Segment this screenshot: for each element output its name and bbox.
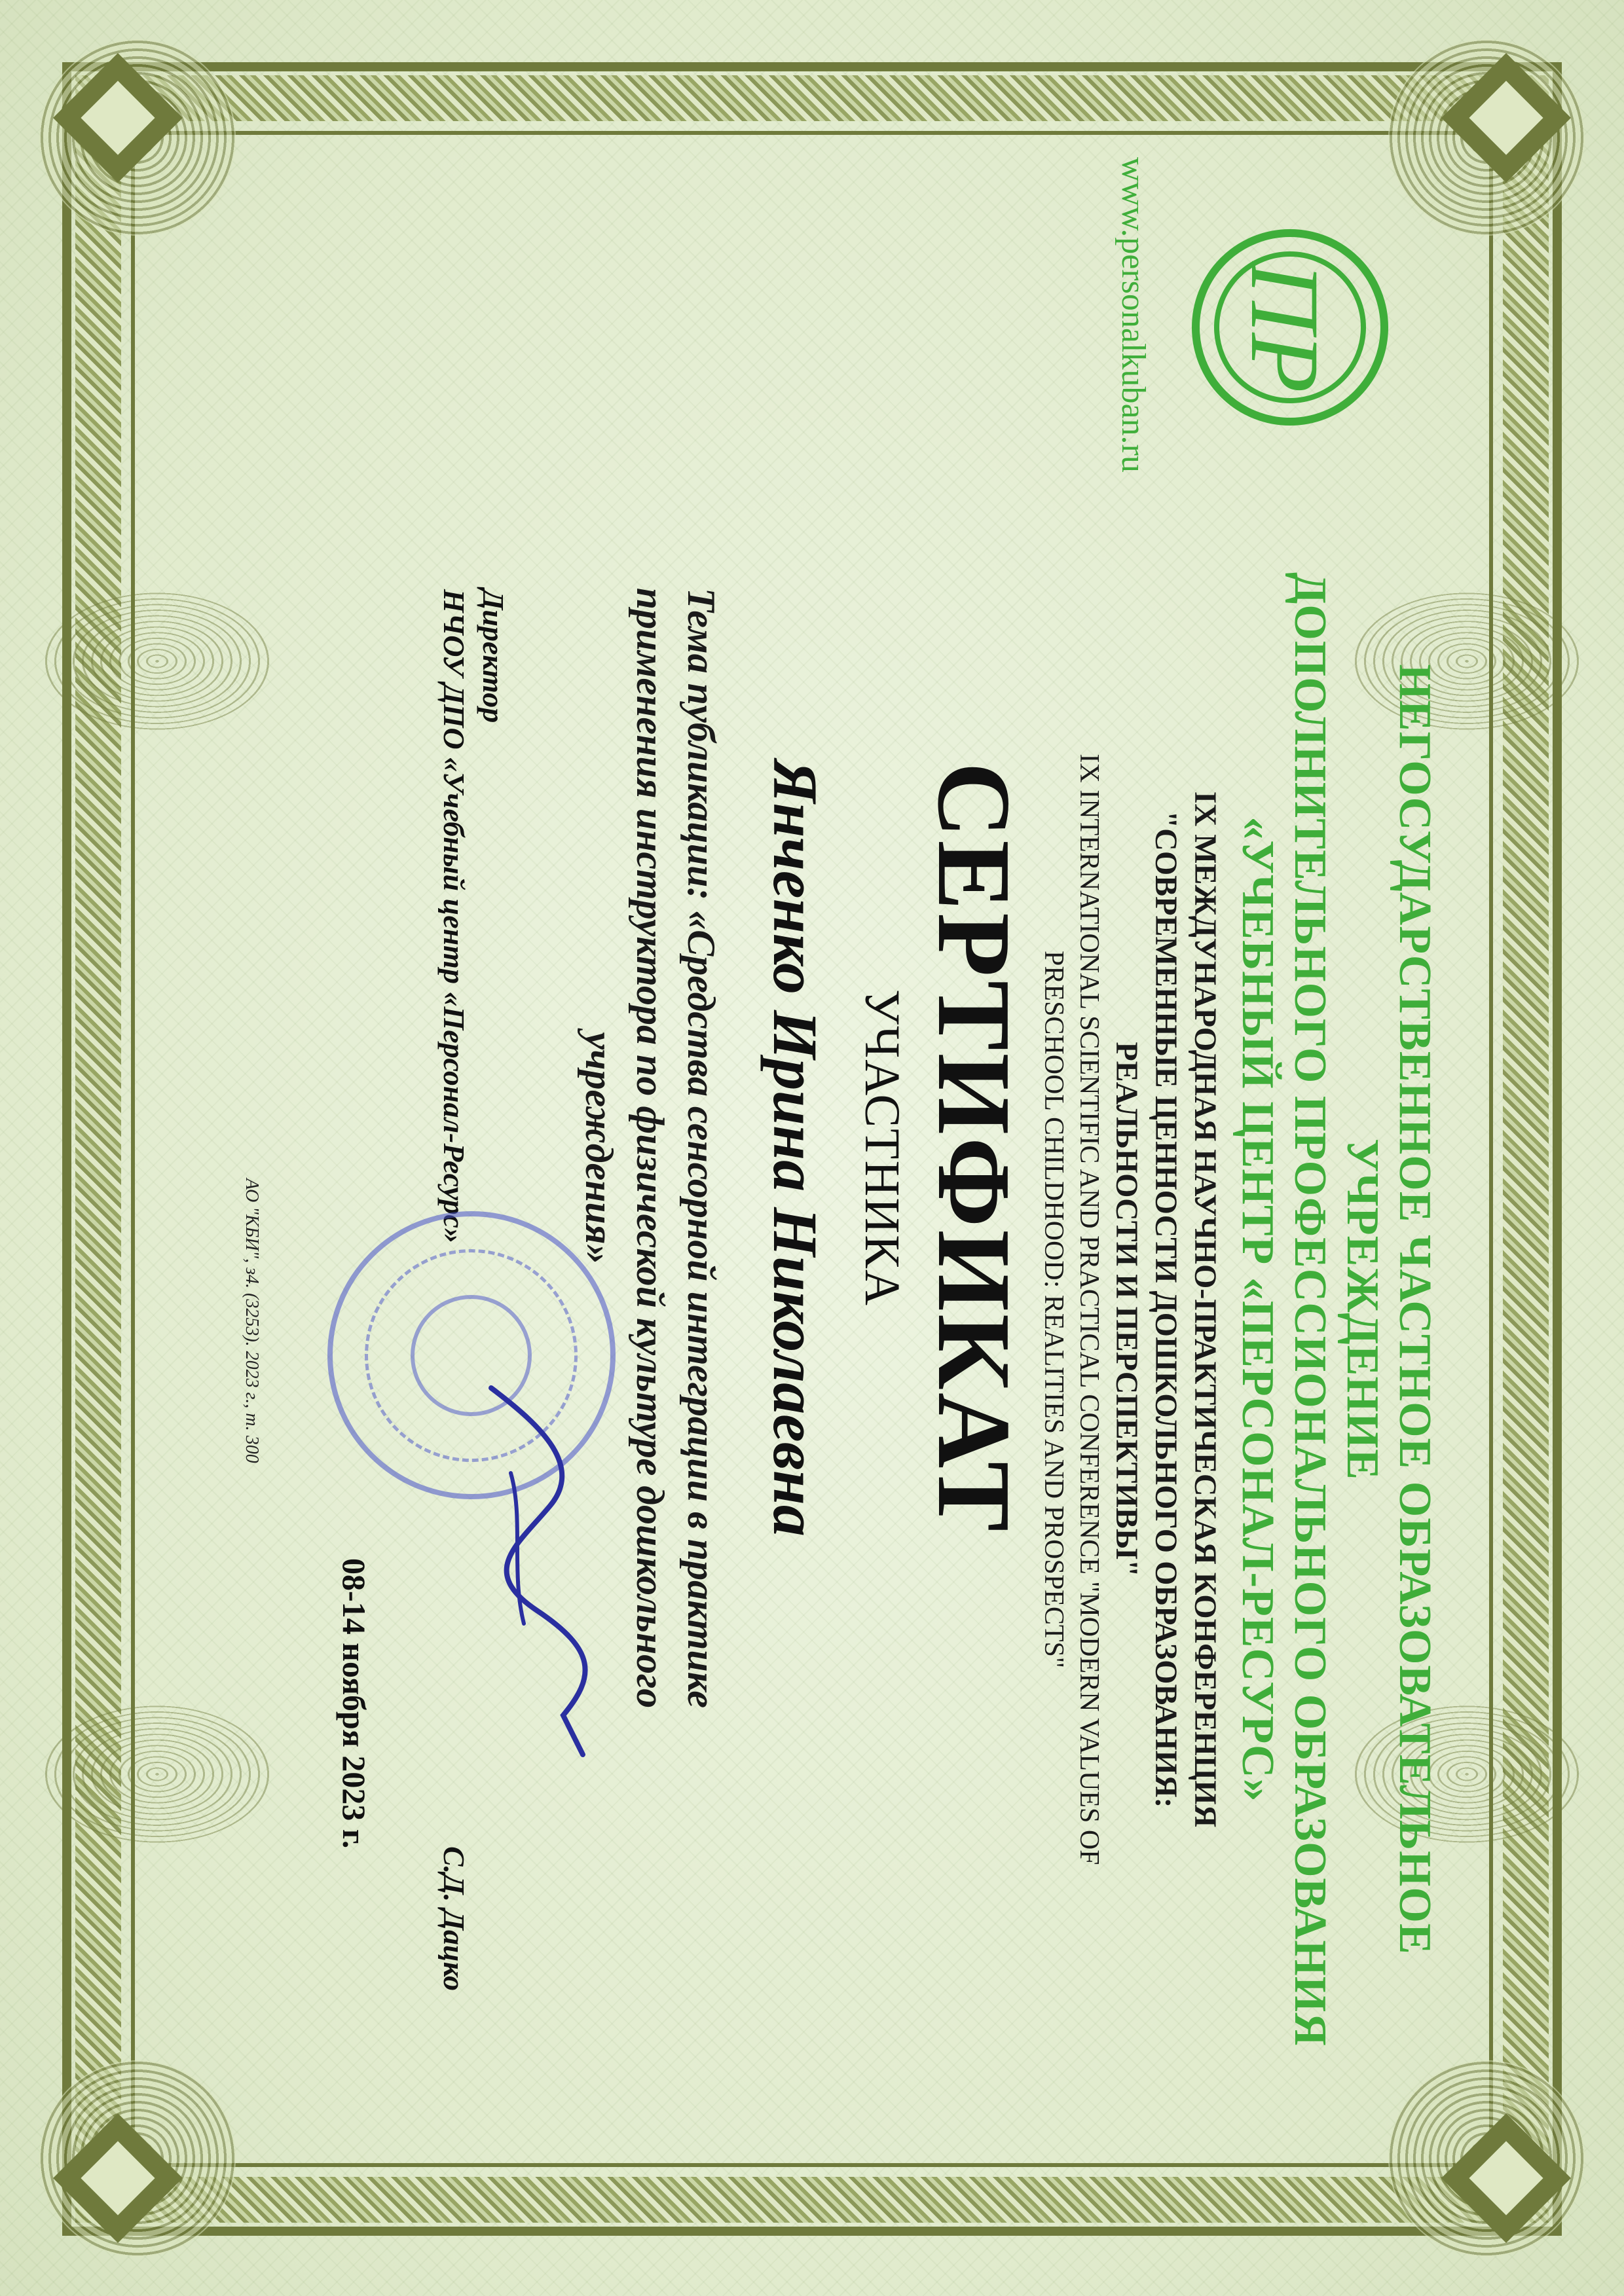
print-info: АО "КБИ", з4. (3253). 2023 г., т. 300: [242, 1178, 262, 1463]
director-organization: НЧОУ ДПО «Учебный центр «Персонал-Ресурс»: [437, 589, 471, 1243]
organization-line: «УЧЕБНЫЙ ЦЕНТР «ПЕРСОНАЛ-РЕСУРС»: [1232, 816, 1283, 1802]
participant-name: Янченко Ирина Николаевна: [760, 759, 830, 1537]
website-url: www.personalkuban.ru: [1115, 157, 1152, 473]
director-name: С.Д. Дацко: [437, 1846, 471, 1992]
conference-theme: "СОВРЕМЕННЫЕ ЦЕННОСТИ ДОШКОЛЬНОГО ОБРАЗОВАНИЯ:: [1149, 811, 1183, 1808]
conference-title-en: PRESCHOOL CHILDHOOD: REALITIES AND PROSPECTS": [1039, 950, 1069, 1669]
signature-icon: [452, 1375, 622, 1768]
logo-icon: [1192, 229, 1388, 426]
organization-line: НЕГОСУДАРСТВЕННОЕ ЧАСТНОЕ ОБРАЗОВАТЕЛЬНОЕ УЧРЕЖДЕНИЕ: [1337, 664, 1440, 1955]
conference-title-en: IX INTERNATIONAL SCIENTIFIC AND PRACTICAL CONFERENCE "MODERN VALUES OF: [1074, 754, 1104, 1865]
conference-theme: РЕАЛЬНОСТИ И ПЕРСПЕКТИВЫ": [1109, 1042, 1144, 1577]
publication-topic: [574, 229, 727, 2067]
certificate-subtitle: УЧАСТНИКА: [855, 989, 910, 1307]
logo-monogram: ПР: [1230, 262, 1339, 393]
organization-line: ДОПОЛНИТЕЛЬНОГО ПРОФЕССИОНАЛЬНОГО ОБРАЗОВАНИЯ: [1285, 572, 1335, 2047]
conference-title: IX МЕЖДУНАРОДНАЯ НАУЧНО-ПРАКТИЧЕСКАЯ КОНФЕРЕНЦИЯ: [1188, 791, 1223, 1828]
organization-name: [1231, 524, 1441, 2095]
topic-line: Тема публикации: «Средства сенсорной интеграции в практике: [680, 587, 723, 1709]
certificate-content: [157, 131, 1441, 2165]
event-date: 08-14 ноября 2023 г.: [336, 1558, 373, 1849]
topic-line: применения инструктора по физической культуре дошкольного: [629, 587, 672, 1709]
director-label: Директор: [477, 589, 510, 723]
topic-line: учреждения»: [578, 1032, 621, 1264]
conference-info: [1036, 524, 1225, 2095]
certificate-title: СЕРТИФИКАТ: [916, 761, 1033, 1535]
